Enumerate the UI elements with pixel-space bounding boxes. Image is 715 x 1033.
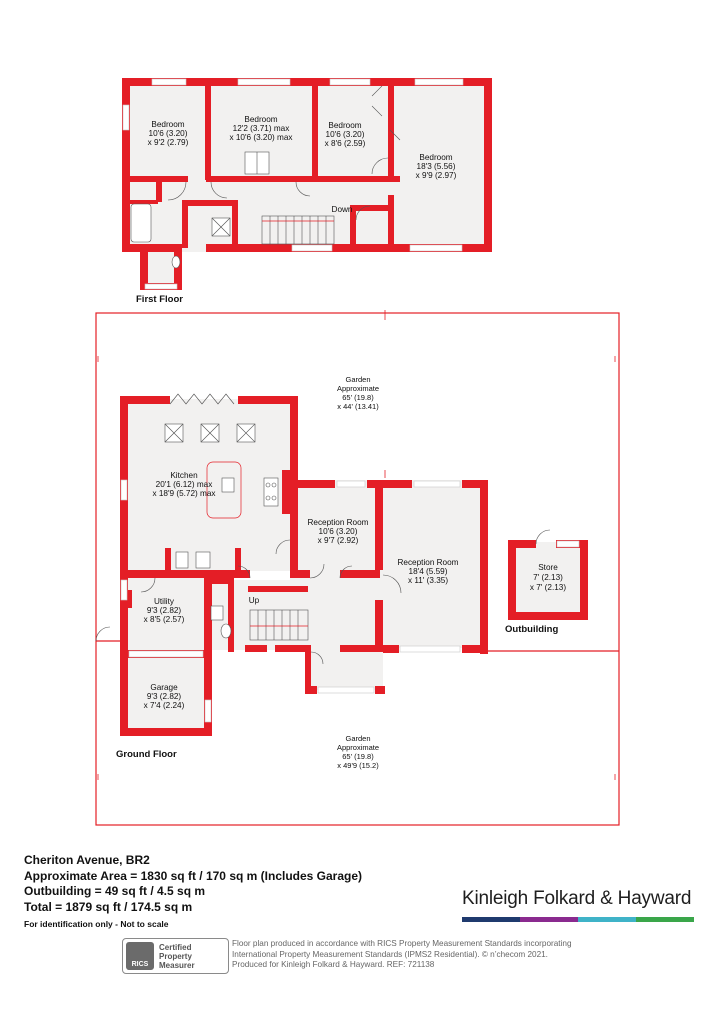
bedroom-2-dim2: x 10'6 (3.20) max — [229, 133, 293, 142]
reception-1-dim1: 10'6 (3.20) — [318, 527, 358, 536]
first-floor-plan — [122, 78, 492, 305]
brand-bar-navy — [462, 917, 520, 922]
bedroom-2-name: Bedroom — [244, 115, 278, 124]
first-floor-bedroom-4-label — [416, 153, 457, 180]
utility-dim2: x 8'5 (2.57) — [143, 615, 185, 624]
brand-bar-green — [636, 917, 694, 922]
bedroom-4-dim2: x 9'9 (2.97) — [415, 171, 457, 180]
utility-name: Utility — [153, 597, 175, 606]
garden-rear-label — [337, 375, 379, 411]
outbuilding-plan — [505, 530, 588, 635]
garden-front-approx: Approximate — [336, 743, 380, 752]
cert-line-2: Property — [159, 951, 192, 961]
bedroom-3-name: Bedroom — [328, 121, 362, 130]
ground-floor-title: Ground Floor — [116, 749, 177, 760]
address: Cheriton Avenue, BR2 — [24, 853, 150, 867]
ground-floor-stair-label: Up — [248, 596, 260, 605]
kitchen-dim1: 20'1 (6.12) max — [155, 480, 213, 489]
garage-dim1: 9'3 (2.82) — [146, 692, 182, 701]
bedroom-2-dim1: 12'2 (3.71) max — [232, 124, 290, 133]
certified-measurer-text — [159, 943, 195, 970]
reception-1-name: Reception Room — [307, 518, 369, 527]
garage-name: Garage — [150, 683, 178, 692]
disclaimer-line-2: International Property Measurement Standards (IPMS2 Residential). © n’checom 2021. — [232, 949, 548, 959]
garden-rear-dim1: 65' (19.8) — [342, 393, 374, 402]
approximate-area: Approximate Area = 1830 sq ft / 170 sq m (Includes Garage) — [24, 868, 363, 883]
first-floor-stair-label: Down — [331, 205, 353, 214]
garden-rear-dim2: x 44' (13.41) — [337, 402, 379, 411]
first-floor-bedroom-3-label — [325, 121, 366, 148]
bedroom-1-name: Bedroom — [151, 120, 185, 129]
cert-line-3: Measurer — [159, 960, 195, 970]
brand-name: Kinleigh Folkard & Hayward — [462, 888, 692, 909]
disclaimer — [232, 939, 632, 971]
disclaimer-line-3: Produced for Kinleigh Folkard & Hayward. REF: 721138 — [232, 960, 435, 969]
first-floor-title: First Floor — [136, 294, 183, 305]
garden-front-name: Garden — [345, 734, 371, 743]
bedroom-3-dim2: x 8'6 (2.59) — [324, 139, 366, 148]
bedroom-4-dim1: 18'3 (5.56) — [416, 162, 456, 171]
reception-2-dim1: 18'4 (5.59) — [408, 567, 448, 576]
first-floor-bedroom-1-label — [148, 120, 189, 147]
bedroom-1-dim1: 10'6 (3.20) — [148, 129, 188, 138]
bedroom-4-name: Bedroom — [419, 153, 453, 162]
ground-floor-plan — [96, 394, 488, 760]
kitchen-name: Kitchen — [170, 471, 198, 480]
brand-bar-cyan — [578, 917, 636, 922]
store-dim1: 7' (2.13) — [533, 573, 563, 582]
outbuilding-area: Outbuilding = 49 sq ft / 4.5 sq m — [24, 884, 206, 898]
property-info — [24, 853, 362, 933]
kitchen-dim2: x 18'9 (5.72) max — [152, 489, 216, 498]
bedroom-3-dim1: 10'6 (3.20) — [325, 130, 365, 139]
rics-certified-badge — [122, 938, 229, 974]
brand-bar-purple — [520, 917, 578, 922]
rics-logo-icon: RICS — [126, 942, 154, 970]
store-name: Store — [538, 563, 558, 572]
reception-1-dim2: x 9'7 (2.92) — [317, 536, 359, 545]
cert-line-1: Certified — [159, 942, 192, 952]
garden-rear-name: Garden — [345, 375, 371, 384]
disclaimer-line-1: Floor plan produced in accordance with RICS Property Measurement Standards incorporating — [232, 939, 572, 948]
identification-note: For identification only - Not to scale — [24, 919, 169, 929]
total-area: Total = 1879 sq ft / 174.5 sq m — [24, 899, 193, 914]
bedroom-1-dim2: x 9'2 (2.79) — [147, 138, 189, 147]
reception-2-name: Reception Room — [397, 558, 459, 567]
reception-2-dim2: x 11' (3.35) — [407, 576, 449, 585]
garden-front-dim2: x 49'9 (15.2) — [337, 761, 379, 770]
garden-front-dim1: 65' (19.8) — [342, 752, 374, 761]
utility-dim1: 9'3 (2.82) — [146, 606, 182, 615]
store-dim2: x 7' (2.13) — [529, 583, 567, 592]
garden-rear-approx: Approximate — [336, 384, 380, 393]
garage-dim2: x 7'4 (2.24) — [143, 701, 185, 710]
outbuilding-title: Outbuilding — [505, 624, 559, 635]
garden-front-label — [337, 734, 379, 770]
